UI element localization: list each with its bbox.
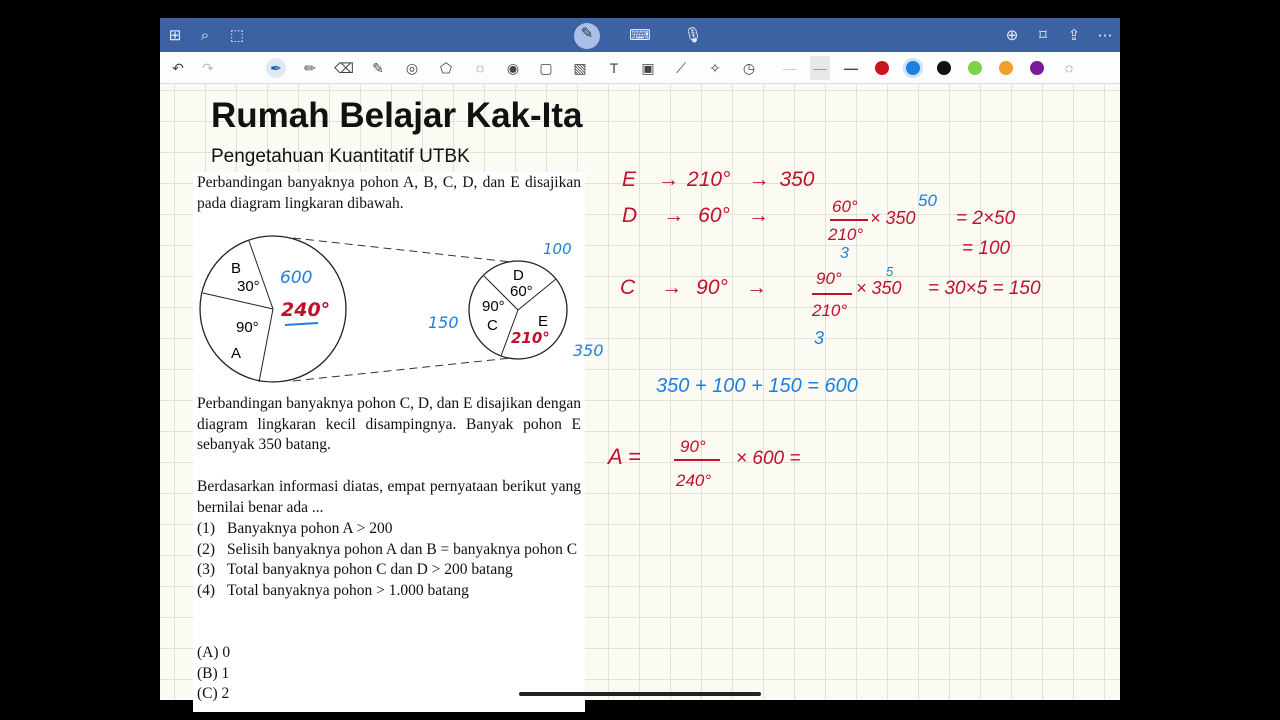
label-a: A [231,345,242,362]
angle-a: 90° [236,319,259,336]
color-purple[interactable] [1030,61,1044,75]
scan-icon[interactable]: ▣ [641,60,655,76]
color-black[interactable] [937,61,951,75]
stroke-thin[interactable]: — [783,60,797,76]
annot-c-150: 150 [428,313,459,332]
answer-option[interactable] [197,664,589,685]
lasso-share-icon[interactable]: ⬚ [229,27,245,44]
annot-240: 240° [281,299,331,321]
statement-text: Total banyaknya pohon > 1.000 batang [227,582,469,600]
hw-c-times: × 350 [856,278,902,298]
eraser-icon[interactable]: ⌫ [334,60,354,76]
color-blue[interactable] [906,61,920,75]
pen-tool-icon[interactable]: ✒ [266,58,286,78]
hw-c-result: = 30×5 = 150 [928,278,1041,299]
hw-d-den: 210° [828,225,864,244]
share-icon[interactable]: ⇪ [1067,27,1081,44]
more-icon[interactable]: ⋯ [1097,27,1113,44]
label-d: D [513,267,524,284]
statement-number: (4) [197,582,216,600]
question-document [193,172,604,712]
pencil-icon[interactable]: ✏ [304,60,316,76]
hw-d-den2: 3 [840,245,849,262]
hw-c-num: 90° [816,269,842,288]
label-e: E [538,313,549,330]
annot-e-350: 350 [573,341,604,360]
stroke-thick[interactable]: — [844,60,858,76]
ruler-icon[interactable]: ⟋ [676,60,686,76]
option-value: 1 [221,664,230,682]
paragraph-2: Perbandingan banyaknya pohon C, D, dan E disajikan dengan diagram lingkaran kecil disampingnya. Banyak pohon E sebanyak 350 batang. [197,395,581,454]
highlighter-icon[interactable]: ✎ [372,60,384,76]
hw-d-num: 60° [832,197,858,216]
answer-option[interactable] [197,643,589,664]
hw-a-den: 240° [676,471,712,490]
color-orange[interactable] [999,61,1013,75]
statement-item [197,560,585,581]
option-value: 0 [222,644,231,661]
laser-pointer-icon[interactable]: ✧ [709,60,721,76]
statement-item [197,519,585,540]
home-indicator[interactable] [519,692,761,696]
statement-item [197,581,585,602]
hw-e-line: E → 210° → 350 [622,168,815,191]
image-icon[interactable]: ▧ [573,60,587,76]
lasso-icon[interactable]: ◌ [475,60,485,76]
notes-app [160,18,1120,703]
note-page[interactable] [160,84,1120,703]
hw-a-lhs: A = [608,444,641,469]
statement-number: (3) [197,561,216,579]
pen-mode-icon[interactable]: ✎ [574,23,600,49]
option-letter: (B) [197,664,218,682]
tape-icon[interactable]: ◎ [405,60,419,76]
hw-d-line: D → 60° → [622,204,769,227]
hw-c-line: C → 90° → [620,276,767,299]
option-letter: (A) [197,644,219,661]
angle-b: 30° [237,278,260,295]
statement-number: (1) [197,520,216,537]
grid-icon[interactable]: ⊞ [168,27,182,44]
option-letter: (C) [197,685,218,703]
hw-a-num: 90° [680,437,706,456]
element-icon[interactable]: ◉ [506,60,520,76]
stroke-medium[interactable]: — [810,56,830,80]
shapes-icon[interactable]: ⬠ [439,60,453,76]
angle-d: 60° [510,283,533,300]
color-picker-icon[interactable]: ◌ [1064,60,1074,76]
hw-a-times: × 600 = [736,448,801,469]
statement-text: Selisih banyaknya pohon A dan B = banyaknya pohon C [227,540,578,558]
top-bar [160,18,1120,52]
hw-c-den: 210° [812,301,848,320]
hw-sum: 350 + 100 + 150 = 600 [656,375,858,397]
color-green[interactable] [968,61,982,75]
hw-c-den2: 3 [814,328,825,348]
label-b: B [231,260,242,277]
angle-c: 90° [482,298,505,315]
statement-number: (2) [197,540,216,558]
handwritten-notes [590,144,1120,504]
statement-text: Total banyaknya pohon C dan D > 200 batang [227,561,513,579]
page-title: Rumah Belajar Kak-Ita [211,96,583,135]
annot-210: 210° [511,329,550,347]
color-red[interactable] [875,61,889,75]
page-subtitle: Pengetahuan Kuantitatif UTBK [211,146,470,167]
annot-total: 600 [280,268,313,288]
search-icon[interactable]: ⌕ [200,27,210,44]
label-c: C [487,317,498,334]
paragraph-3: Berdasarkan informasi diatas, empat pernyataan berikut yang bernilai benar ada ... [197,478,581,516]
pie-diagrams [193,228,604,388]
intro-text: Perbandingan banyaknya pohon A, B, C, D, dan E disajikan pada diagram lingkaran dibawah. [197,174,581,212]
hw-c-cancel: 5 [886,264,894,279]
statement-text: Banyaknya pohon A > 200 [227,520,393,537]
drawing-toolbar [160,52,1120,84]
statement-item [197,540,585,561]
sticker-icon[interactable]: ▢ [539,60,553,76]
hw-d-result2: = 100 [962,238,1011,259]
hw-d-times: × 350 [870,208,916,228]
bookmark-icon[interactable]: ⌑ [1039,27,1047,44]
undo-icon[interactable]: ↶ [172,60,184,76]
hw-d-result: = 2×50 [956,208,1016,229]
annot-d-100: 100 [543,240,572,258]
redo-icon[interactable]: ↷ [202,60,214,76]
microphone-icon[interactable]: 🎙 [683,27,703,44]
option-value: 2 [221,685,230,703]
text-icon[interactable]: T [609,60,619,76]
clock-icon[interactable]: ◷ [742,60,756,76]
keyboard-icon[interactable]: ⌨ [629,27,651,44]
hw-d-cancel: 50 [918,191,937,210]
add-page-icon[interactable]: ⊕ [1005,27,1019,44]
